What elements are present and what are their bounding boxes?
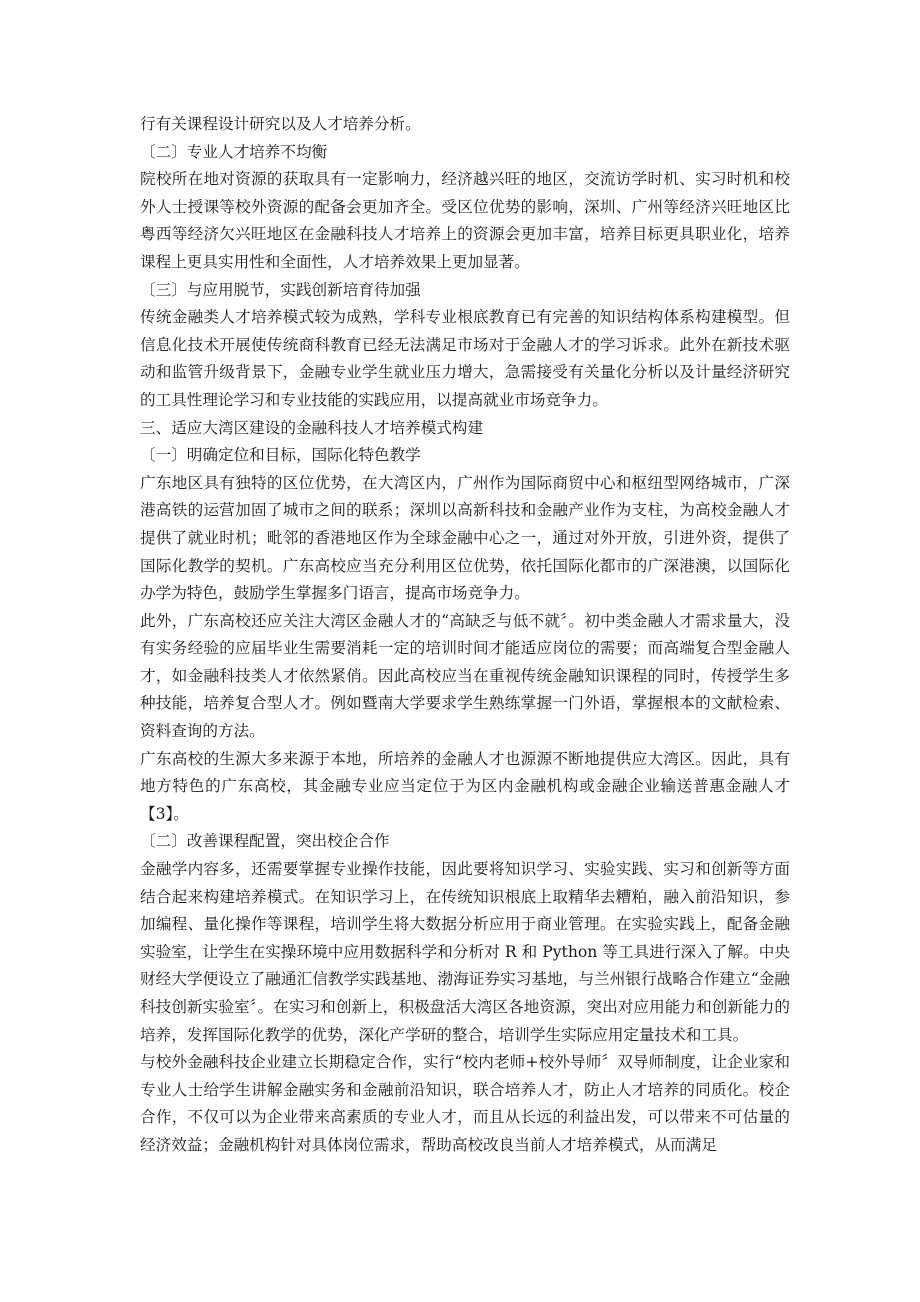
document-body xyxy=(140,111,790,1160)
paragraph-cooperation: 与校外金融科技企业建立长期稳定合作，实行“校内老师+校外导师〞双导师制度，让企业家和专业人士给学生讲解金融实务和金融前沿知识，联合培养人才，防止人才培养的同质化。校企合作，不仅可以为企业带来高素质的专业人才，而且从长远的利益出发，可以带来不可估量的经济效益；金融机构针对具体岗位需求，帮助高校改良当前人才培养模式，从而满足 xyxy=(140,1053,790,1154)
paragraph-location-advantage: 广东地区具有独特的区位优势，在大湾区内，广州作为国际商贸中心和枢纽型网络城市，广深港高铁的运营加固了城市之间的联系；深圳以高新科技和金融产业作为支柱，为高校金融人才提供了就业时机；毗邻的香港地区作为全球金融中心之一，通过对外开放，引进外资，提供了国际化教学的契机。广东高校应当充分利用区位优势，依托国际化都市的广深港澳，以国际化办学为特色，鼓励学生掌握多门语言，提高市场竞争力。 xyxy=(140,473,790,603)
subheading-positioning: 〔一〕明确定位和目标，国际化特色教学 xyxy=(140,446,421,465)
paragraph-talent-demand: 此外，广东高校还应关注大湾区金融人才的“高缺乏与低不就〞。初中类金融人才需求量大，没有实务经验的应届毕业生需要消耗一定的培训时间才能适应岗位的需要；而高端复合型金融人才，如金融科技类人才依然紧俏。因此高校应当在重视传统金融知识课程的同时，传授学生多种技能，培养复合型人才。例如暨南大学要求学生熟练掌握一门外语，掌握根本的文献检索、资料查询的方法。 xyxy=(140,611,790,741)
subheading-curriculum: 〔二〕改善课程配置，突出校企合作 xyxy=(140,832,390,851)
subheading-practice: 〔三〕与应用脱节，实践创新培育待加强 xyxy=(140,280,421,299)
subheading-imbalance: 〔二〕专业人才培养不均衡 xyxy=(140,142,328,161)
section-heading-three: 三、适应大湾区建设的金融科技人才培养模式构建 xyxy=(140,418,484,437)
paragraph-resources: 院校所在地对资源的获取具有一定影响力，经济越兴旺的地区，交流访学时机、实习时机和校外人士授课等校外资源的配备会更加齐全。受区位优势的影响，深圳、广州等经济兴旺地区比粤西等经济欠兴旺地区在金融科技人才培养上的资源会更加丰富，培养目标更具职业化，培养课程上更具实用性和全面性，人才培养效果上更加显著。 xyxy=(140,170,790,271)
paragraph-traditional-model: 传统金融类人才培养模式较为成熟，学科专业根底教育已有完善的知识结构体系构建模型。但信息化技术开展使传统商科教育已经无法满足市场对于金融人才的学习诉求。此外在新技术驱动和监管升级背景下，金融专业学生就业压力增大，急需接受有关量化分析以及计量经济研究的工具性理论学习和专业技能的实践应用，以提高就业市场竞争力。 xyxy=(140,308,790,409)
paragraph-local-students: 广东高校的生源大多来源于本地，所培养的金融人才也源源不断地提供应大湾区。因此，具有地方特色的广东高校，其金融专业应当定位于为区内金融机构或金融企业输送普惠金融人才【3】。 xyxy=(140,749,790,823)
paragraph-continuation: 行有关课程设计研究以及人才培养分析。 xyxy=(140,115,421,133)
paragraph-curriculum: 金融学内容多，还需要掌握专业操作技能，因此要将知识学习、实验实践、实习和创新等方面结合起来构建培养模式。在知识学习上，在传统知识根底上取精华去糟粕，融入前沿知识，参加编程、量化操作等课程，培训学生将大数据分析应用于商业管理。在实验实践上，配备金融实验室，让学生在实操环境中应用数据科学和分析对 R 和 Python 等工具进行深入了解。中央财经大学便设立了融通汇信教学实践基地、渤海证券实习基地，与兰州银行战略合作建立“金融科技创新实验室〞。在实习和创新上，积极盘活大湾区各地资源，突出对应用能力和创新能力的培养，发挥国际化教学的优势，深化产学研的整合，培训学生实际应用定量技术和工具。 xyxy=(140,860,790,1044)
